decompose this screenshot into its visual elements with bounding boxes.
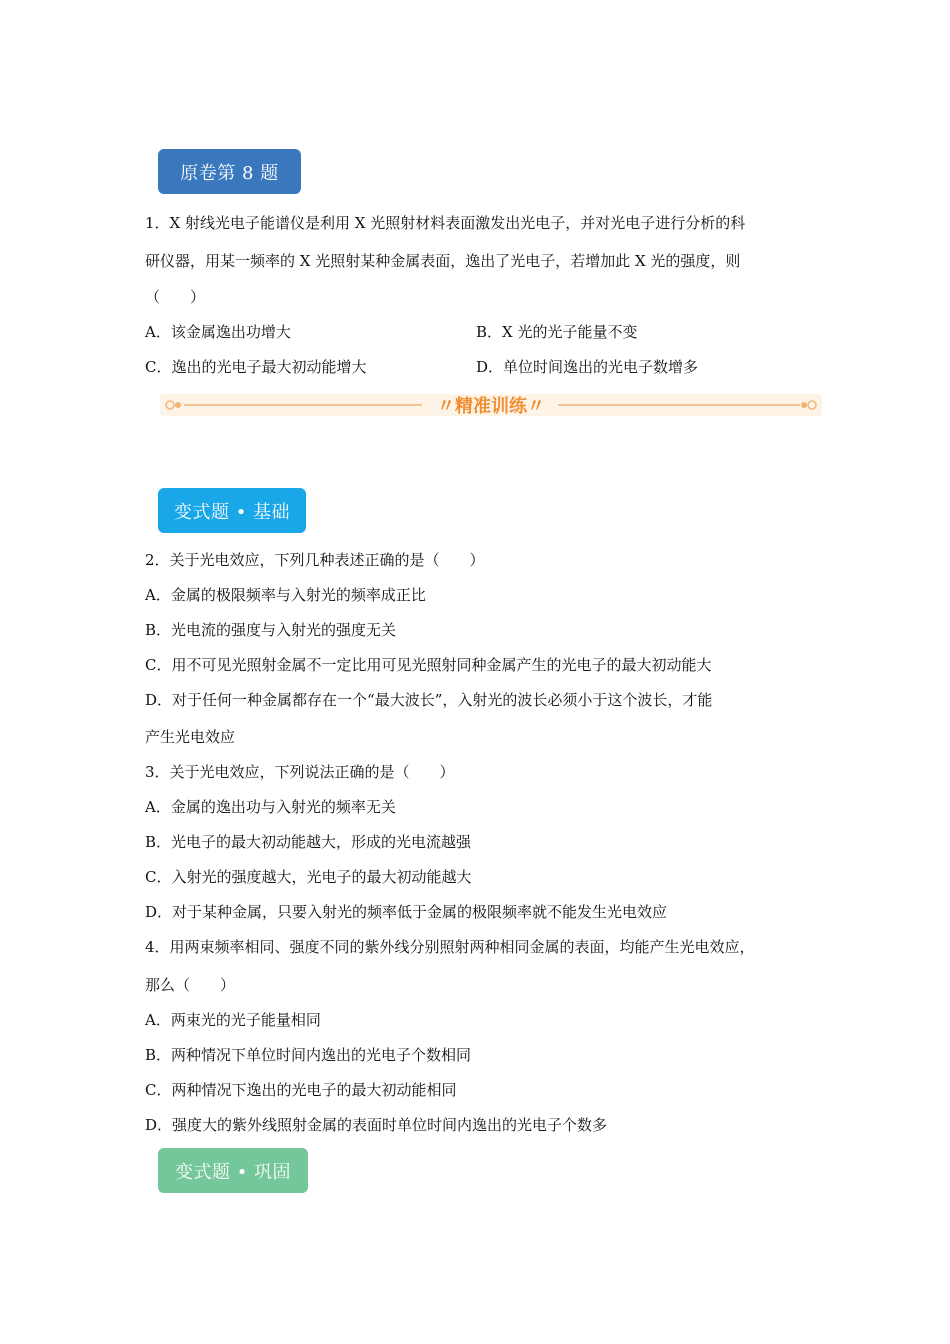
training-banner	[160, 390, 822, 420]
q1-stem-line2: 研仪器，用某一频率的 X 光照射某种金属表面，逸出了光电子，若增加此 X 光的强度，则	[145, 252, 741, 270]
q2-stem: 2．关于光电效应，下列几种表述正确的是（ ）	[145, 551, 485, 569]
q1-stem-line3: （ ）	[145, 288, 206, 306]
q1-option-c: C．逸出的光电子最大初动能增大	[145, 358, 367, 376]
q1-option-b: B．X 光的光子能量不变	[476, 323, 638, 341]
q2-option-d-line2: 产生光电效应	[145, 728, 236, 746]
q1-stem-line1: 1．X 射线光电子能谱仪是利用 X 光照射材料表面激发出光电子，并对光电子进行分析的科	[145, 214, 746, 232]
section-tag-basic: 变式题 • 基础	[158, 488, 306, 533]
q4-option-c: C．两种情况下逸出的光电子的最大初动能相同	[145, 1081, 457, 1099]
q1-option-d: D．单位时间逸出的光电子数增多	[476, 358, 699, 376]
q3-option-d: D．对于某种金属，只要入射光的频率低于金属的极限频率就不能发生光电效应	[145, 903, 668, 921]
q2-option-a: A．金属的极限频率与入射光的频率成正比	[145, 586, 426, 604]
banner-title: 〃精准训练〃	[437, 396, 545, 417]
q3-option-b: B．光电子的最大初动能越大，形成的光电流越强	[145, 833, 472, 851]
q4-stem-line2: 那么（ ）	[145, 976, 236, 994]
q4-option-d: D．强度大的紫外线照射金属的表面时单位时间内逸出的光电子个数多	[145, 1116, 608, 1134]
section-tag-original: 原卷第 8 题	[158, 149, 301, 194]
q4-option-a: A．两束光的光子能量相同	[145, 1011, 321, 1029]
q1-option-a: A．该金属逸出功增大	[145, 323, 291, 341]
q4-option-b: B．两种情况下单位时间内逸出的光电子个数相同	[145, 1046, 472, 1064]
q3-option-c: C．入射光的强度越大，光电子的最大初动能越大	[145, 868, 472, 886]
q3-stem: 3．关于光电效应，下列说法正确的是（ ）	[145, 763, 455, 781]
q2-option-c: C．用不可见光照射金属不一定比用可见光照射同种金属产生的光电子的最大初动能大	[145, 656, 712, 674]
q3-option-a: A．金属的逸出功与入射光的频率无关	[145, 798, 396, 816]
q4-stem-line1: 4．用两束频率相同、强度不同的紫外线分别照射两种相同金属的表面，均能产生光电效应，	[145, 938, 755, 956]
q2-option-b: B．光电流的强度与入射光的强度无关	[145, 621, 397, 639]
section-tag-consolidate: 变式题 • 巩固	[158, 1148, 308, 1193]
q2-option-d-line1: D．对于任何一种金属都存在一个“最大波长”，入射光的波长必须小于这个波长，才能	[145, 691, 713, 709]
